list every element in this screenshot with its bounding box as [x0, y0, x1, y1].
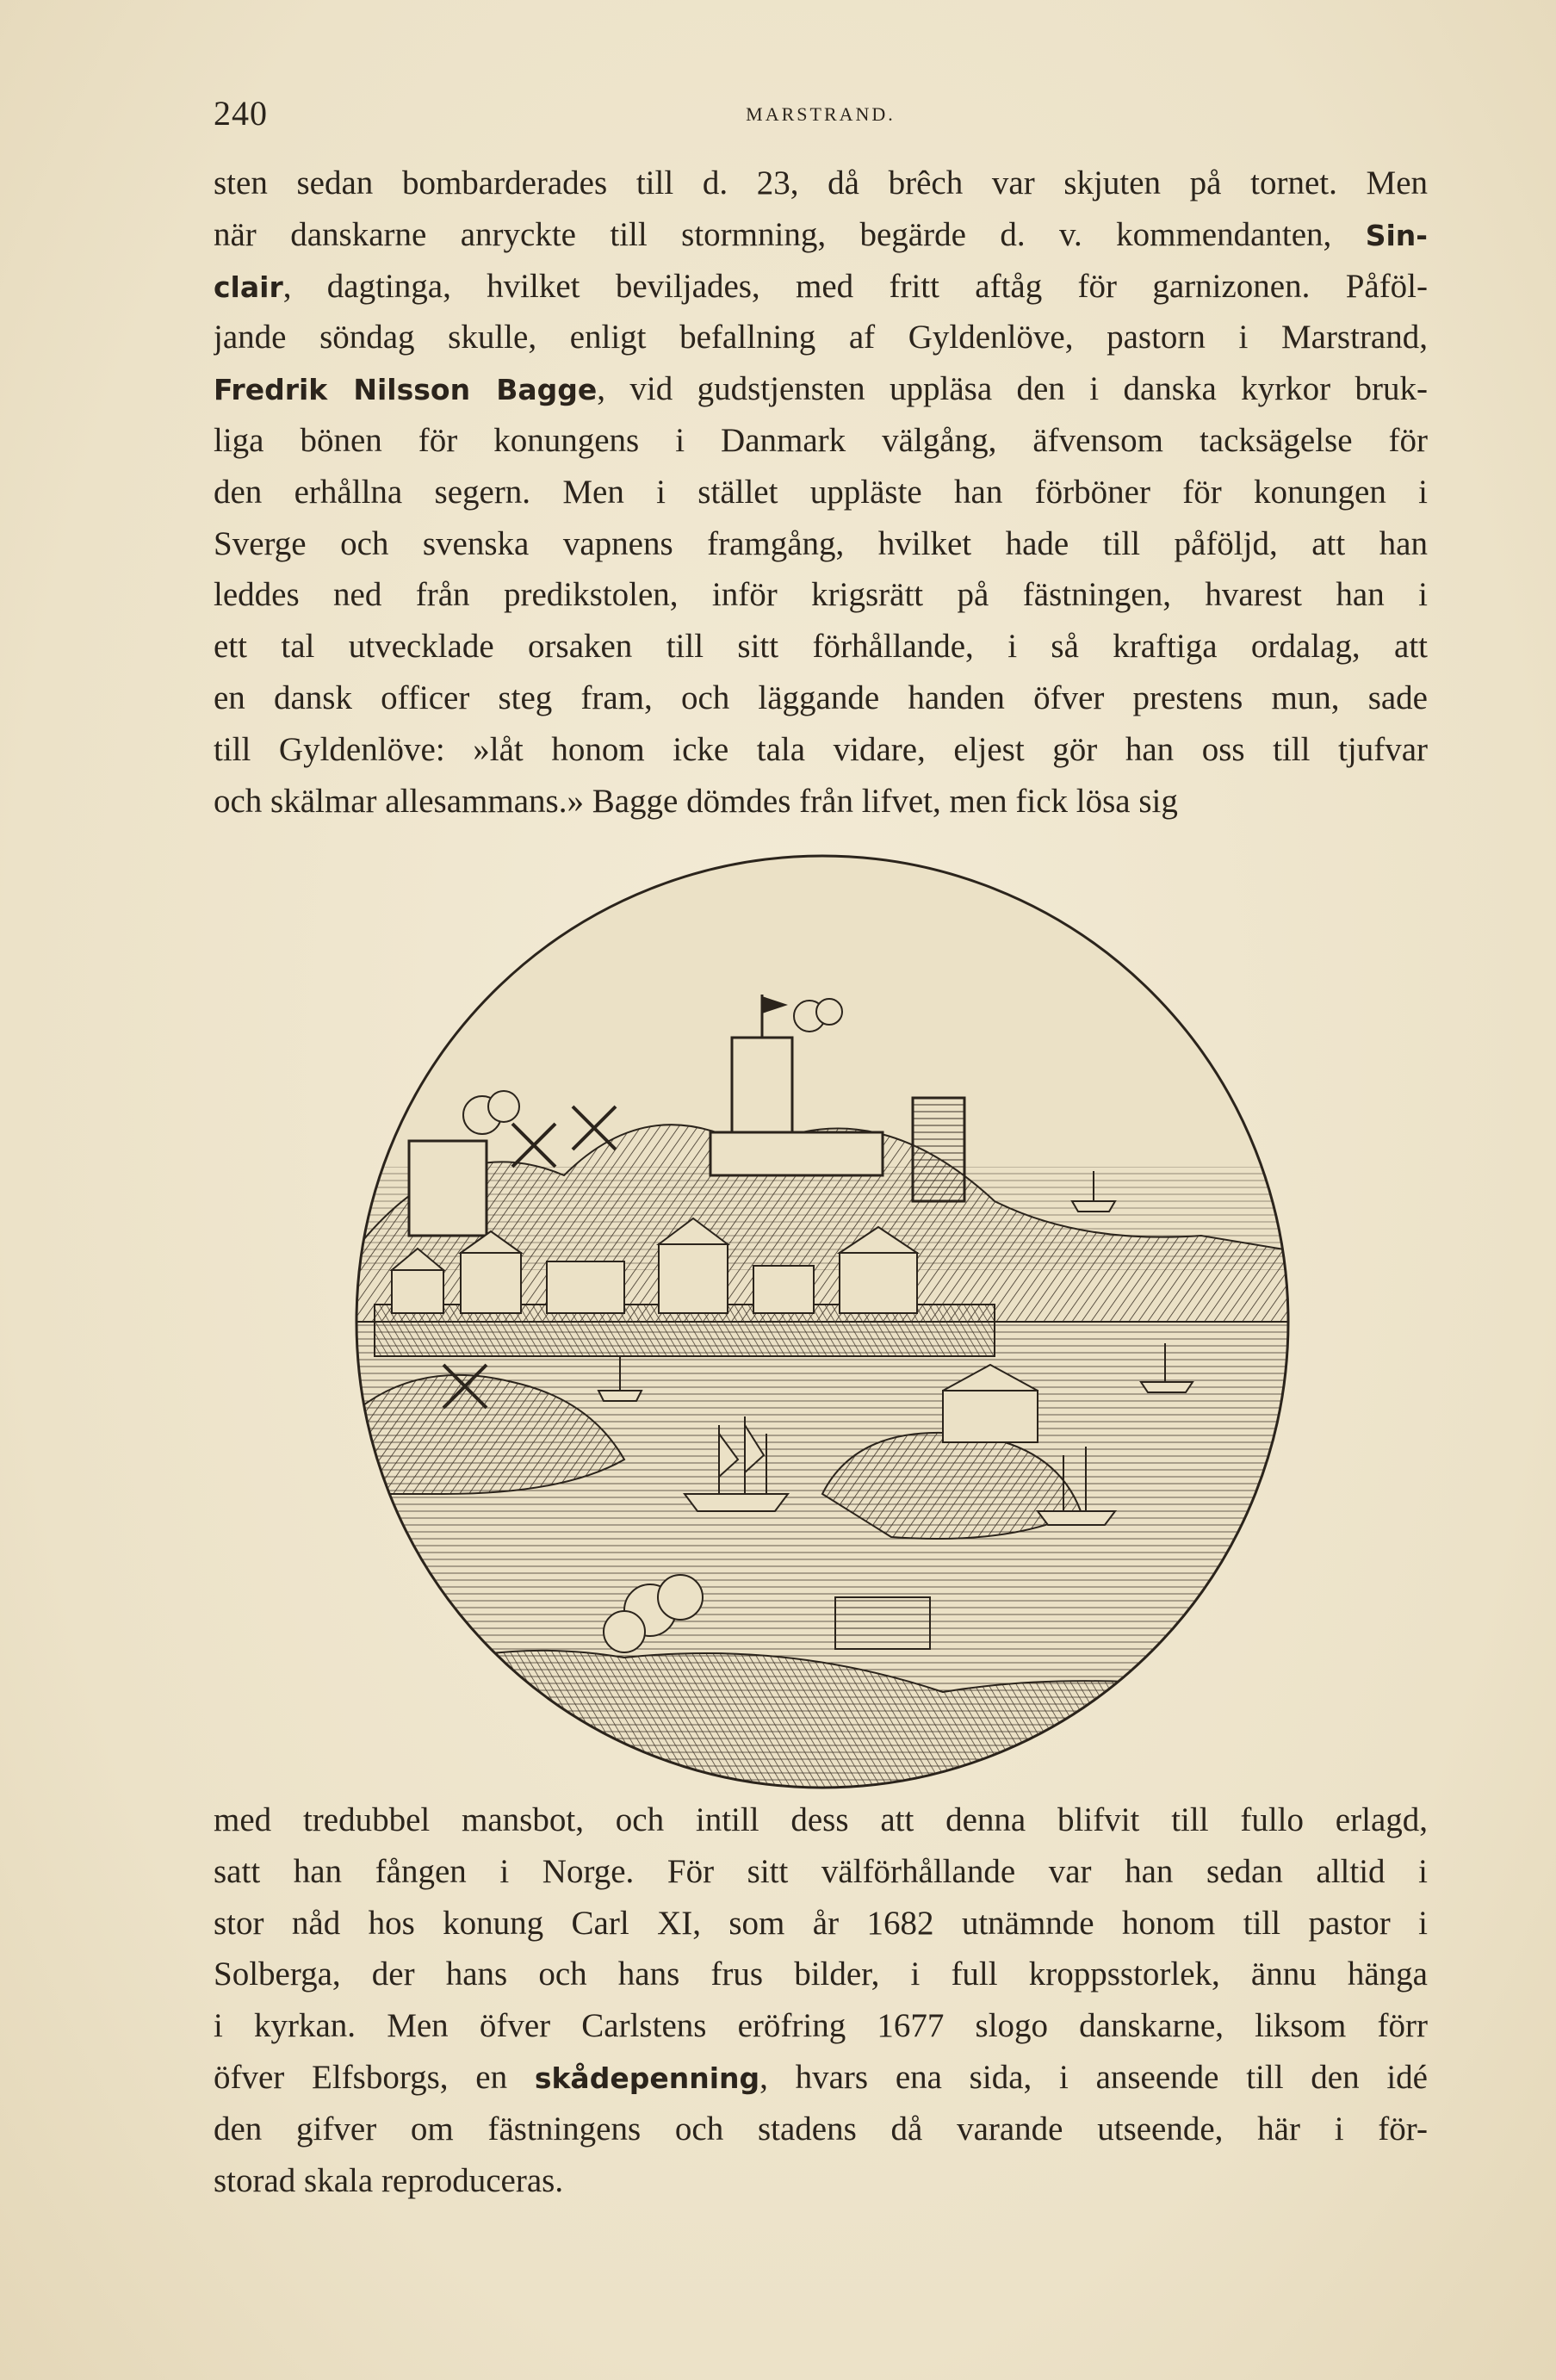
text-line [214, 518, 1428, 570]
text-line [214, 2155, 1428, 2207]
text-line [214, 2104, 1428, 2155]
text-span: och skälmar allesammans.» Bagge dömdes från lifvet, men fick lösa sig [214, 782, 1178, 820]
text-line [214, 1898, 1428, 1949]
body-text-bottom [214, 1794, 1428, 2206]
text-span: satt han fången i Norge. För sitt välförhållande var han sedan alltid i [214, 1852, 1428, 1890]
text-line [214, 1846, 1428, 1898]
text-span: liga bönen för konungens i Danmark välgång, äfvensom tacksägelse för [214, 421, 1428, 459]
running-head [214, 93, 1428, 136]
text-span: stor nåd hos konung Carl XI, som år 1682 utnämnde honom till pastor i [214, 1904, 1428, 1942]
text-line [214, 1949, 1428, 2000]
text-line [214, 1794, 1428, 1846]
bold-name-span: clair [214, 270, 283, 304]
body-text-top [214, 158, 1428, 827]
text-span: när danskarne anryckte till stormning, begärde d. v. kommendanten, [214, 215, 1366, 253]
text-span: med tredubbel mansbot, och intill dess att denna blifvit till fullo erlagd, [214, 1801, 1428, 1838]
text-line [214, 2000, 1428, 2052]
text-span: den erhållna segern. Men i stället uppläste han förböner för konungen i [214, 473, 1428, 511]
text-line [214, 724, 1428, 776]
text-line [214, 158, 1428, 209]
text-line [214, 363, 1428, 415]
text-line [214, 621, 1428, 672]
bold-name-span: Sin- [1365, 218, 1428, 252]
text-line [214, 261, 1428, 313]
bold-name-span: Fredrik Nilsson Bagge [214, 373, 598, 407]
text-span: jande söndag skulle, enligt befallning af Gyldenlöve, pastorn i Marstrand, [214, 319, 1428, 356]
bold-name-span: skådepenning [534, 2061, 760, 2095]
text-span: sten sedan bombarderades till d. 23, då brêch var skjuten på tornet. Men [214, 164, 1428, 201]
text-line [214, 569, 1428, 621]
text-line [214, 209, 1428, 261]
text-span: Sverge och svenska vapnens framgång, hvilket hade till påföljd, att han [214, 524, 1428, 562]
text-line [214, 312, 1428, 363]
text-span: , dagtinga, hvilket beviljades, med fritt aftåg för garnizonen. Påföl- [282, 267, 1428, 305]
text-span: , hvars ena sida, i anseende till den idé [759, 2058, 1428, 2096]
running-title: MARSTRAND. [746, 103, 896, 125]
text-span: ett tal utvecklade orsaken till sitt förhållande, i så kraftiga ordalag, att [214, 628, 1428, 666]
text-line [214, 776, 1428, 827]
text-line [214, 672, 1428, 724]
text-span: leddes ned från predikstolen, inför krigsrätt på fästningen, hvarest han i [214, 576, 1428, 614]
text-span: den gifver om fästningens och stadens då varande utseende, här i för- [214, 2110, 1428, 2148]
text-line [214, 415, 1428, 467]
text-span: en dansk officer steg fram, och läggande handen öfver prestens mun, sade [214, 679, 1428, 716]
text-span: , vid gudstjensten uppläsa den i danska kyrkor bruk- [597, 370, 1428, 408]
text-span: i kyrkan. Men öfver Carlstens eröfring 1677 slogo danskarne, liksom förr [214, 2007, 1428, 2045]
text-span: till Gyldenlöve: »låt honom icke tala vidare, eljest gör han oss till tjufvar [214, 730, 1428, 768]
text-line [214, 467, 1428, 518]
text-line [214, 2052, 1428, 2104]
text-span: öfver Elfsborgs, en [214, 2058, 535, 2096]
text-span: Solberga, der hans och hans frus bilder, i full kroppsstorlek, ännu hänga [214, 1955, 1428, 1993]
text-span: storad skala reproduceras. [214, 2161, 564, 2199]
page-number: 240 [214, 94, 268, 133]
coin-engraving-illustration [340, 840, 1305, 1804]
